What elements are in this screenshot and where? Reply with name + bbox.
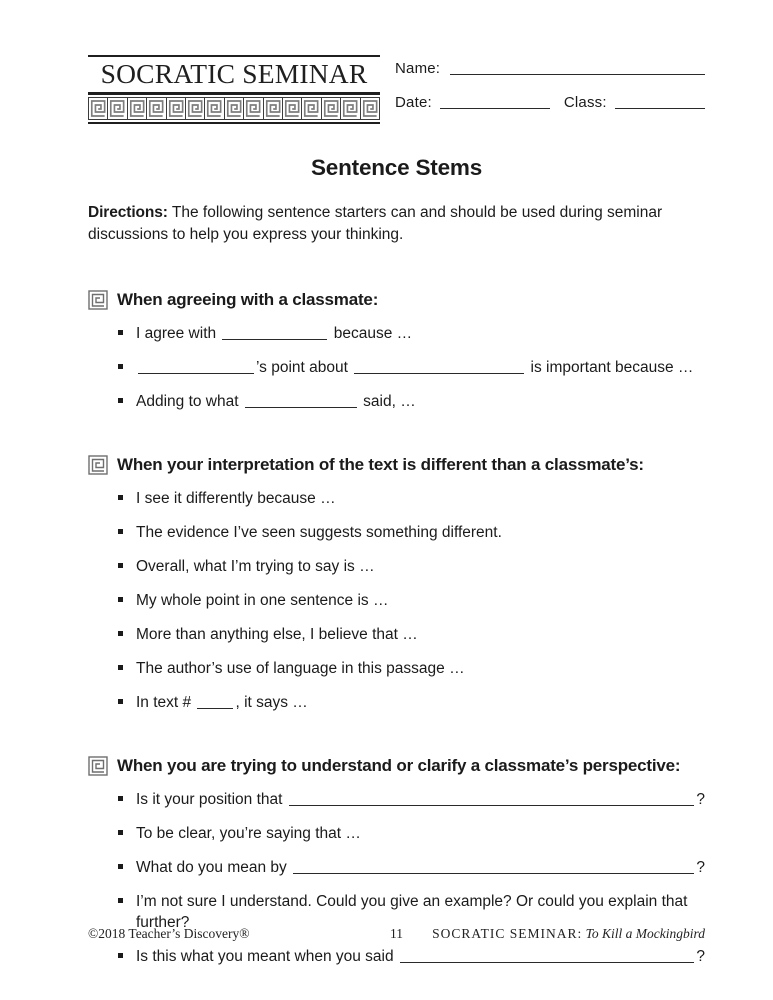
sentence-stem-item	[118, 590, 705, 611]
footer-series: SOCRATIC SEMINAR:	[432, 926, 583, 941]
socratic-seminar-logo	[88, 55, 380, 124]
square-bullet-icon	[118, 699, 123, 704]
greek-key-tile	[107, 98, 126, 119]
greek-key-tile	[282, 98, 301, 119]
stem-text: The author’s use of language in this passage …	[136, 659, 465, 677]
greek-key-border-icon	[88, 97, 380, 120]
stem-list	[88, 323, 705, 412]
page-number: 11	[390, 926, 403, 941]
stem-sections	[88, 290, 705, 967]
stem-text: I agree with	[136, 324, 221, 342]
section-heading-row	[88, 455, 705, 475]
stem-text: Is it your position that	[136, 790, 287, 808]
stem-text: because …	[329, 324, 413, 342]
section-heading-row	[88, 290, 705, 310]
stem-text: Overall, what I’m trying to say is …	[136, 557, 375, 575]
page-header	[88, 55, 705, 128]
square-bullet-icon	[118, 665, 123, 670]
stem-text: The evidence I’ve seen suggests something different.	[136, 523, 502, 541]
sentence-stem-item	[118, 789, 705, 810]
stem-text: I’m not sure I understand. Could you give an example? Or could you explain that further?	[136, 892, 692, 931]
stem-text: I see it differently because …	[136, 489, 336, 507]
stem-text: said, …	[358, 392, 416, 410]
sentence-stem-item	[118, 624, 705, 645]
stem-text: Adding to what	[136, 392, 243, 410]
sentence-stem-item	[118, 488, 705, 509]
sentence-stem-item	[118, 391, 705, 412]
stem-text: ?	[696, 858, 705, 876]
footer-book-title	[403, 926, 705, 942]
greek-key-tile	[185, 98, 204, 119]
date-blank-line	[440, 106, 550, 109]
square-bullet-icon	[118, 796, 123, 801]
page-footer	[88, 926, 705, 942]
stem-text: ’s point about	[256, 358, 353, 376]
sentence-stem-item	[118, 658, 705, 679]
student-info-fields	[395, 55, 705, 128]
square-bullet-icon	[118, 529, 123, 534]
directions-text: The following sentence starters can and should be used during seminar discussions to help you express your thinking.	[88, 204, 667, 244]
section-heading: When your interpretation of the text is different than a classmate’s:	[117, 454, 644, 474]
square-bullet-icon	[118, 364, 123, 369]
sentence-stem-item	[118, 946, 705, 967]
page-title: Sentence Stems	[310, 155, 483, 180]
square-bullet-icon	[118, 330, 123, 335]
sentence-stem-item	[118, 323, 705, 344]
greek-key-tile-icon	[322, 98, 340, 119]
sentence-stem-item	[118, 823, 705, 844]
greek-key-tile	[166, 98, 185, 119]
greek-key-tile	[340, 98, 359, 119]
name-label: Name:	[395, 60, 441, 77]
greek-key-tile-icon	[108, 98, 126, 119]
greek-key-tile	[301, 98, 320, 119]
greek-key-tile	[204, 98, 223, 119]
greek-key-tile	[127, 98, 146, 119]
directions-label: Directions:	[88, 204, 168, 221]
fill-in-blank-line	[293, 871, 694, 874]
greek-key-tile-icon	[264, 98, 282, 119]
fill-in-blank-line	[197, 706, 233, 709]
sentence-stem-item	[118, 857, 705, 878]
class-blank-line	[615, 106, 705, 109]
square-bullet-icon	[118, 898, 123, 903]
square-bullet-icon	[118, 563, 123, 568]
sentence-stem-item	[118, 556, 705, 577]
stem-text: My whole point in one sentence is …	[136, 591, 389, 609]
greek-key-tile-icon	[89, 98, 107, 119]
stem-text: ?	[696, 790, 705, 808]
greek-key-tile	[146, 98, 165, 119]
greek-key-tile-icon	[244, 98, 262, 119]
stem-list	[88, 488, 705, 713]
stem-text: More than anything else, I believe that …	[136, 625, 418, 643]
greek-key-tile-icon	[167, 98, 185, 119]
greek-key-icon	[88, 455, 108, 475]
stem-text: To be clear, you’re saying that …	[136, 824, 361, 842]
fill-in-blank-line	[354, 371, 524, 374]
fill-in-blank-line	[245, 405, 357, 408]
greek-key-tile	[321, 98, 340, 119]
section-heading: When you are trying to understand or clarify a classmate’s perspective:	[117, 755, 681, 775]
greek-key-tile-icon	[283, 98, 301, 119]
greek-key-tile-icon	[205, 98, 223, 119]
greek-key-tile	[89, 98, 107, 119]
date-class-field-row	[395, 94, 705, 111]
greek-key-icon	[88, 290, 108, 310]
square-bullet-icon	[118, 864, 123, 869]
fill-in-blank-line	[289, 803, 695, 806]
name-field-row	[395, 60, 705, 77]
fill-in-blank-line	[138, 371, 254, 374]
greek-key-tile-icon	[225, 98, 243, 119]
greek-key-tile	[360, 98, 379, 119]
greek-key-tile-icon	[361, 98, 379, 119]
copyright-text: ©2018 Teacher’s Discovery®	[88, 926, 250, 941]
greek-key-tile-icon	[128, 98, 146, 119]
stem-text: Is this what you meant when you said	[136, 947, 398, 965]
section-heading: When agreeing with a classmate:	[117, 289, 379, 309]
greek-key-tile	[224, 98, 243, 119]
sentence-stem-item	[118, 692, 705, 713]
greek-key-icon	[88, 756, 108, 776]
square-bullet-icon	[118, 953, 123, 958]
class-label: Class:	[563, 94, 607, 111]
greek-key-tile-icon	[302, 98, 320, 119]
stem-section	[88, 290, 705, 412]
greek-key-tile-icon	[341, 98, 359, 119]
greek-key-tile-icon	[186, 98, 204, 119]
fill-in-blank-line	[400, 960, 694, 963]
date-label: Date:	[395, 94, 432, 111]
logo-rule	[88, 122, 380, 124]
stem-text: is important because …	[526, 358, 694, 376]
greek-key-tile	[243, 98, 262, 119]
greek-key-tile	[263, 98, 282, 119]
section-heading-row	[88, 756, 705, 776]
stem-text: ?	[696, 947, 705, 965]
stem-section	[88, 455, 705, 713]
sentence-stem-item	[118, 522, 705, 543]
square-bullet-icon	[118, 597, 123, 602]
square-bullet-icon	[118, 830, 123, 835]
square-bullet-icon	[118, 495, 123, 500]
stem-text: In text #	[136, 693, 196, 711]
square-bullet-icon	[118, 631, 123, 636]
directions-paragraph	[88, 202, 705, 247]
logo-title: SOCRATIC SEMINAR	[88, 55, 380, 95]
footer-book: To Kill a Mockingbird	[585, 926, 705, 941]
sentence-stem-item	[118, 357, 705, 378]
stem-text: , it says …	[235, 693, 308, 711]
greek-key-tile-icon	[147, 98, 165, 119]
stem-text: What do you mean by	[136, 858, 292, 876]
fill-in-blank-line	[222, 337, 327, 340]
square-bullet-icon	[118, 398, 123, 403]
name-blank-line	[450, 72, 705, 75]
